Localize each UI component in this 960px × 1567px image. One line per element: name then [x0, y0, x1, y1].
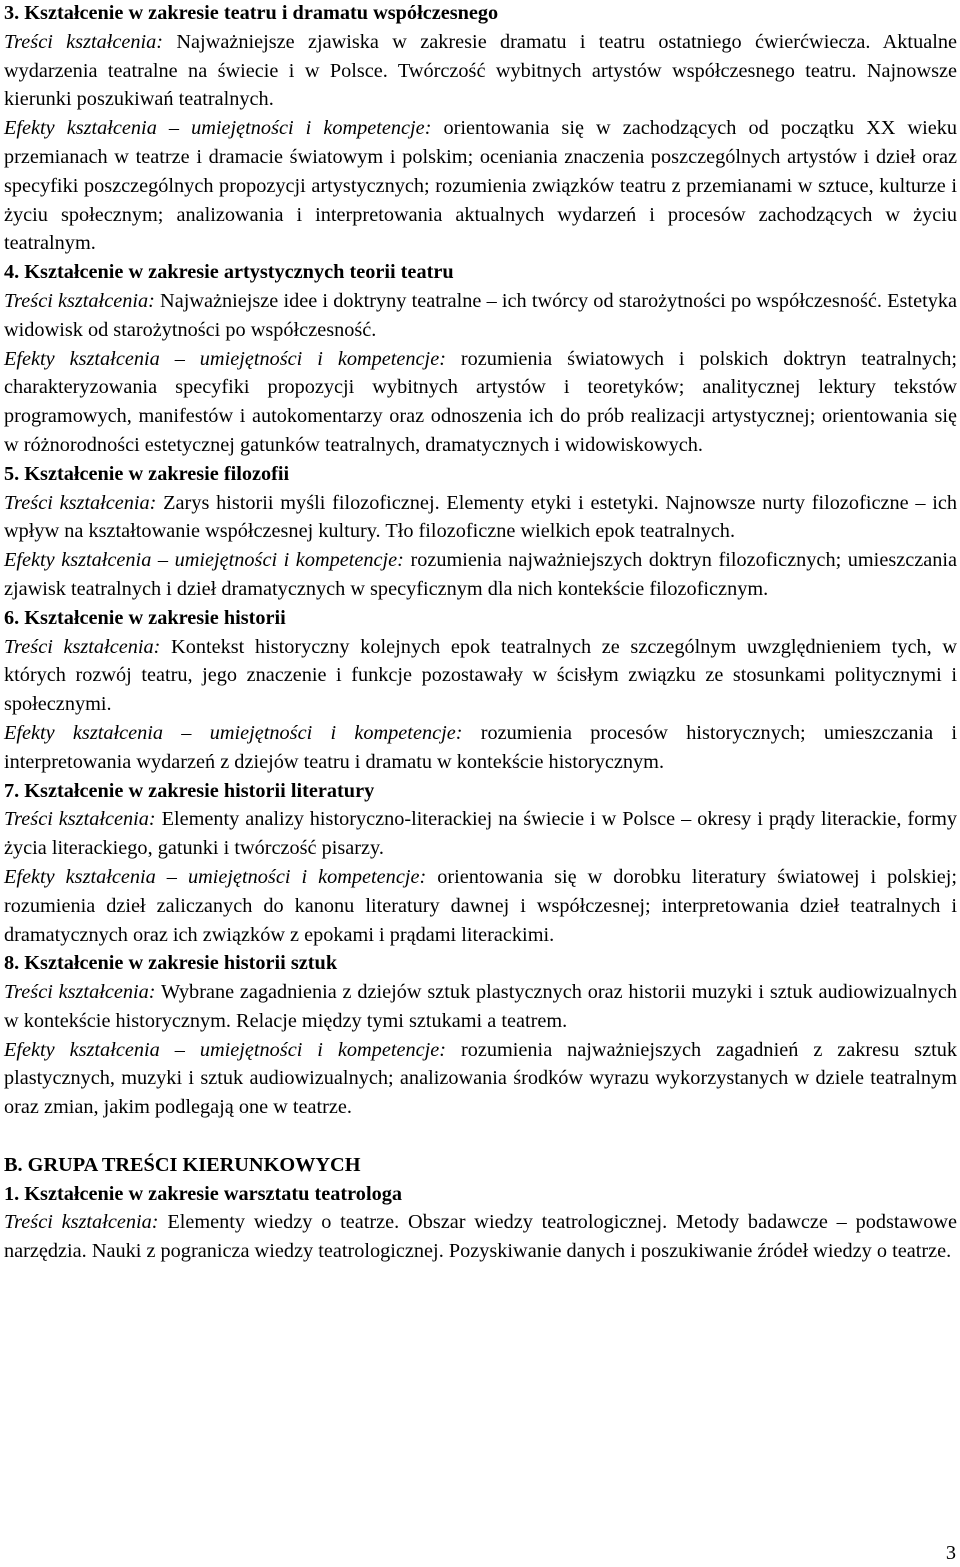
section-content — [4, 489, 957, 547]
section-effects — [4, 546, 957, 604]
section-content — [4, 287, 957, 345]
section-heading: 7. Kształcenie w zakresie historii literatury — [4, 779, 375, 802]
effects-text: orientowania się w zachodzących od początku XX wieku przemianach w teatrze i dramacie światowym i polskim; oceniania znaczenia poszczególnych artystów i dzieł oraz specyfiki poszczególnych propozycji artystycznych; rozumienia związków teatru z przemianami w sztuce, kulturze i życiu społecznym; analizowania i interpretowania aktualnych wydarzeń i procesów zachodzących w życiu teatralnym. — [4, 117, 958, 255]
section-heading: 4. Kształcenie w zakresie artystycznych teorii teatru — [4, 261, 454, 284]
effects-text: rozumienia najważniejszych zagadnień z zakresu sztuk plastycznych, muzyki i sztuk audiowizualnych; analizowania środków wyrazu wykorzystanych w dziele teatralnym oraz zmian, jakim podlegają one w teatrze. — [4, 1038, 957, 1119]
section-content — [4, 28, 957, 114]
content-label: Treści kształcenia: — [4, 635, 161, 658]
section-content — [4, 633, 957, 719]
content-text: Elementy analizy historyczno-literackiej na świecie i w Polsce – okresy i prądy literackie, formy życia literackiego, gatunki i twórczość pisarzy. — [4, 808, 957, 860]
content-text: Wybrane zagadnienia z dziejów sztuk plastycznych oraz historii muzyki i sztuk audiowizualnych w kontekście historycznym. Relacje między tymi sztukami a teatrem. — [4, 981, 957, 1032]
section-content — [4, 978, 957, 1036]
blank-line — [4, 1122, 957, 1151]
page-number: 3 — [945, 1542, 956, 1564]
effects-label: Efekty kształcenia – umiejętności i kompetencje: — [4, 549, 404, 572]
effects-text: rozumienia procesów historycznych; umieszczania i interpretowania wydarzeń z dziejów teatru i dramatu w kontekście historycznym. — [4, 721, 958, 773]
group-title: B. GRUPA TREŚCI KIERUNKOWYCH — [4, 1153, 361, 1176]
content-text: Elementy wiedzy o teatrze. Obszar wiedzy teatrologicznej. Metody badawcze – podstawowe narzędzia. Nauki z pogranicza wiedzy teatrologicznej. Pozyskiwanie danych i poszukiwanie źródeł wiedzy o teatrze. — [4, 1211, 957, 1263]
section-effects — [4, 345, 957, 460]
content-text: Najważniejsze zjawiska w zakresie dramatu i teatru ostatniego ćwierćwiecza. Aktualne wydarzenia teatralne na świecie i w Polsce. Twórczość wybitnych artystów współczesnego teatru. Najnowsze kierunki poszukiwań teatralnych. — [4, 30, 957, 111]
content-label: Treści kształcenia: — [4, 808, 156, 831]
effects-label: Efekty kształcenia – umiejętności i kompetencje: — [4, 117, 432, 140]
section-content — [4, 805, 957, 863]
section-heading: 3. Kształcenie w zakresie teatru i dramatu współczesnego — [4, 2, 499, 24]
effects-label: Efekty kształcenia – umiejętności i kompetencje: — [4, 347, 446, 370]
section-effects — [4, 114, 957, 258]
section-heading: 8. Kształcenie w zakresie historii sztuk — [4, 952, 338, 975]
section-effects — [4, 1036, 957, 1122]
content-label: Treści kształcenia: — [4, 289, 155, 312]
content-text: Najważniejsze idee i doktryny teatralne – ich twórcy od starożytności po współczesność. Estetyka widowisk od starożytności po współczesność. — [4, 289, 957, 341]
effects-label: Efekty kształcenia – umiejętności i kompetencje: — [4, 865, 427, 888]
content-label: Treści kształcenia: — [4, 981, 156, 1004]
content-text: Zarys historii myśli filozoficznej. Elementy etyki i estetyki. Najnowsze nurty filozoficzne – ich wpływ na kształtowanie współczesnej kultury. Tło filozoficzne wielkich epok teatralnych. — [4, 491, 957, 543]
content-label: Treści kształcenia: — [4, 1211, 159, 1234]
section-heading: 5. Kształcenie w zakresie filozofii — [4, 462, 290, 485]
section-effects — [4, 863, 957, 949]
section-heading: 1. Kształcenie w zakresie warsztatu teatrologa — [4, 1182, 403, 1205]
content-text: Kontekst historyczny kolejnych epok teatralnych ze szczególnym uwzględnieniem tych, w których rozwój teatru, jego znaczenie i funkcje pozostawały w ścisłym związku ze stosunkami politycznymi i społecznymi. — [4, 635, 957, 716]
section-heading: 6. Kształcenie w zakresie historii — [4, 606, 286, 629]
content-label: Treści kształcenia: — [4, 30, 164, 53]
effects-label: Efekty kształcenia – umiejętności i kompetencje: — [4, 721, 463, 744]
effects-label: Efekty kształcenia – umiejętności i kompetencje: — [4, 1038, 446, 1061]
document-body — [4, 0, 957, 1266]
section-effects — [4, 719, 957, 777]
effects-text: rozumienia światowych i polskich doktryn teatralnych; charakteryzowania specyfiki propozycji wybitnych artystów i teoretyków; analitycznej lektury tekstów programowych, manifestów i autokomentarzy oraz odnoszenia ich do prób realizacji artystycznej; orientowania się w różnorodności estetycznej gatunków teatralnych, dramatycznych i widowiskowych. — [4, 347, 957, 456]
effects-text: rozumienia najważniejszych doktryn filozoficznych; umieszczania zjawisk teatralnych i dzieł dramatycznych w specyficznym dla nich kontekście filozoficznym. — [4, 549, 957, 600]
content-label: Treści kształcenia: — [4, 491, 157, 514]
section-content — [4, 1208, 957, 1266]
effects-text: orientowania się w dorobku literatury światowej i polskiej; rozumienia dzieł zaliczanych do kanonu literatury dawnej i współczesnej; interpretowania dzieł teatralnych i dramatycznych oraz ich związków z epokami i prądami literackimi. — [4, 865, 958, 946]
